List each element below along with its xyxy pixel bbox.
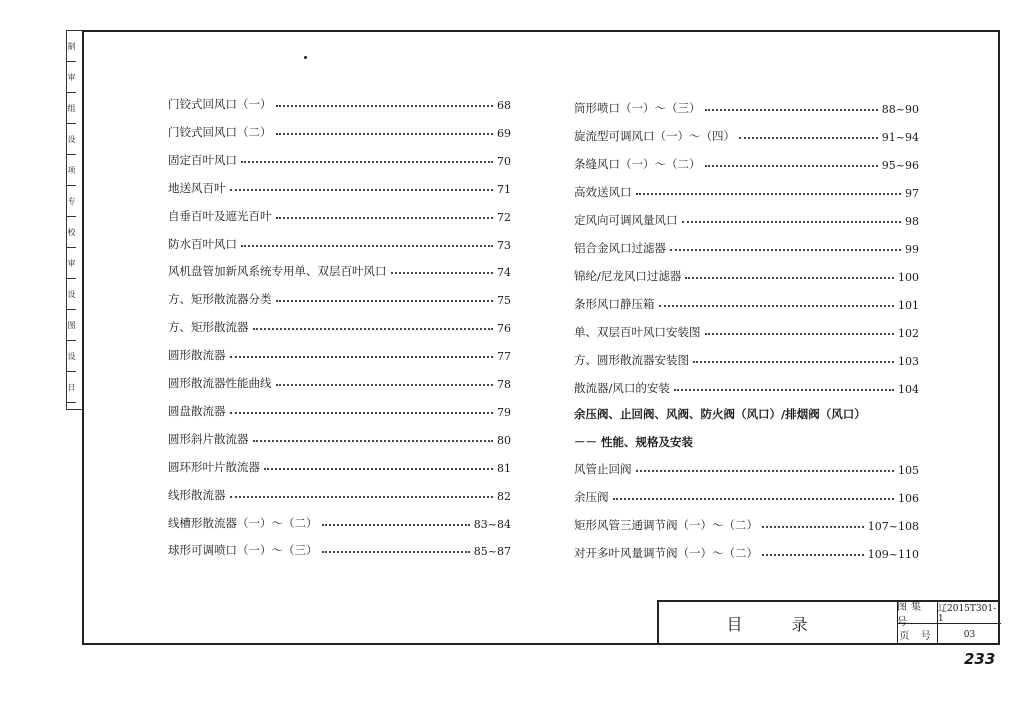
toc-entry-page: 98 [905, 215, 919, 228]
dot-leader [276, 217, 494, 219]
toc-entry-page: 107~108 [867, 520, 919, 533]
toc-entry [574, 238, 919, 256]
toc-entry [168, 261, 511, 279]
toc-entry-page: 71 [497, 182, 511, 196]
dot-leader [636, 470, 895, 472]
toc-entry-page: 83~84 [473, 517, 511, 531]
dot-leader [682, 221, 902, 223]
dot-leader [613, 498, 895, 500]
toc-entry-title: 方、矩形散流器分类 [168, 292, 272, 307]
dot-leader [685, 277, 894, 279]
toc-entry-page: 99 [905, 243, 919, 256]
toc-entry [574, 543, 919, 561]
dot-leader [276, 384, 494, 386]
toc-entry-title: 圆盘散流器 [168, 403, 226, 418]
toc-entry [168, 289, 511, 307]
toc-entry-title: 单、双层百叶风口安装图 [574, 325, 701, 339]
toc-entry [574, 266, 919, 284]
toc-entry-title: 风管止回阀 [574, 462, 632, 476]
toc-entry-page: 69 [497, 126, 511, 140]
toc-entry-title: 防水百叶风口 [168, 236, 237, 251]
page-number-value: 03 [963, 629, 976, 640]
sidebar-cell: 设 [67, 341, 76, 372]
dot-leader [241, 161, 493, 163]
toc-entry-page: 85~87 [473, 545, 511, 559]
toc-entry [574, 154, 919, 172]
dot-leader [276, 133, 494, 135]
toc-entry-title: 对开多叶风量调节阀（一）～（二） [574, 546, 758, 560]
toc-entry [574, 182, 919, 200]
toc-entry-page: 72 [497, 210, 511, 224]
toc-entry [168, 178, 511, 196]
title-block-title: 目 录 [659, 602, 898, 645]
toc-entry-page: 70 [497, 154, 511, 168]
toc-entry-page: 103 [898, 355, 919, 368]
dot-leader [253, 440, 494, 442]
dot-leader [693, 361, 894, 363]
sidebar-cell: 项 [67, 155, 76, 186]
dot-leader [322, 524, 470, 526]
toc-entry [574, 294, 919, 312]
dot-leader [276, 105, 494, 107]
toc-entry [168, 513, 511, 531]
dot-leader [264, 468, 493, 470]
toc-entry [168, 457, 511, 475]
toc-entry-title: 圆形散流器性能曲线 [168, 376, 272, 390]
toc-entry-page: 100 [898, 271, 919, 284]
toc-entry-title: 余压阀 [574, 490, 609, 504]
toc-entry-page: 82 [497, 489, 511, 503]
dot-leader [230, 189, 494, 191]
toc-entry-page: 75 [497, 294, 511, 308]
toc-entry-title: 圆形斜片散流器 [168, 431, 249, 446]
section-subheading: －－ 性能、规格及安装 [574, 435, 694, 449]
toc-entry [168, 94, 511, 112]
dot-leader [705, 109, 878, 111]
dot-leader [253, 328, 494, 330]
sidebar-cell: 制 [67, 31, 76, 62]
toc-entry-page: 80 [497, 433, 511, 447]
toc-entry [574, 98, 919, 116]
toc-entry-page: 97 [905, 187, 919, 200]
sidebar-cell: 日 [67, 372, 76, 403]
toc-entry-page: 74 [497, 266, 511, 280]
toc-entry-title: 圆形散流器 [168, 348, 226, 363]
toc-entry-title: 线槽形散流器（一）～（二） [168, 515, 318, 530]
toc-entry [168, 234, 511, 252]
toc-entry-title: 方、矩形散流器 [168, 320, 249, 335]
toc-entry-page: 106 [898, 492, 919, 505]
toc-entry-page: 95~96 [881, 159, 919, 172]
toc-entry-title: 地送风百叶 [168, 180, 226, 195]
dot-leader [230, 412, 494, 414]
dot-leader [391, 272, 494, 274]
sidebar-cell: 审 [67, 248, 76, 279]
toc-entry [168, 122, 511, 140]
toc-entry-page: 68 [497, 99, 511, 112]
toc-entry [574, 350, 919, 368]
dot-leader [241, 245, 493, 247]
toc-entry-page: 104 [898, 383, 919, 396]
sidebar-cell: 设 [67, 124, 76, 155]
toc-entry-page: 91~94 [881, 131, 919, 144]
toc-entry-page: 79 [497, 405, 511, 419]
toc-entry-title: 筒形喷口（一）～（三） [574, 101, 701, 115]
toc-entry [168, 429, 511, 447]
toc-entry-title: 球形可调喷口（一）～（三） [168, 543, 318, 558]
toc-entry-page: 88~90 [881, 103, 919, 116]
toc-entry-title: 定风向可调风量风口 [574, 213, 678, 227]
toc-entry [574, 210, 919, 228]
toc-entry-title: 锦纶/尼龙风口过滤器 [574, 269, 682, 283]
toc-entry-title: 条缝风口（一）～（二） [574, 157, 701, 171]
atlas-number-value: 辽2015T301-1 [938, 604, 997, 624]
toc-entry [574, 515, 919, 533]
dot-leader [705, 333, 895, 335]
dot-leader [636, 193, 902, 195]
dot-leader [276, 300, 494, 302]
toc-entry [168, 373, 511, 391]
toc-entry-page: 102 [898, 327, 919, 340]
toc-entry-title: 矩形风管三通调节阀（一）～（二） [574, 518, 758, 532]
sidebar-cell: 组 [67, 93, 76, 124]
toc-entry [574, 322, 919, 340]
approval-sidebar [66, 30, 83, 410]
toc-entry [574, 378, 919, 396]
sidebar-cell: 校 [67, 217, 76, 248]
toc-entry-title: 固定百叶风口 [168, 152, 237, 167]
toc-entry-page: 109~110 [867, 548, 919, 561]
sidebar-cell: 专 [67, 186, 76, 217]
toc-entry [168, 345, 511, 363]
toc-entry [574, 487, 919, 505]
toc-entry-title: 铝合金风口过滤器 [574, 241, 666, 255]
toc-entry-page: 76 [497, 322, 511, 336]
atlas-number-label: 图集号 [897, 602, 938, 623]
toc-entry-title: 门铰式回风口（二） [168, 124, 272, 139]
toc-entry-page: 105 [898, 464, 919, 477]
toc-entry [168, 150, 511, 168]
toc-entry-title: 旋流型可调风口（一）～（四） [574, 129, 735, 143]
sheet-page-number: 233 [964, 650, 996, 668]
toc-entry-title: 散流器/风口的安装 [574, 381, 670, 395]
toc-entry [168, 540, 511, 558]
sidebar-cell: 图 [67, 310, 76, 341]
toc-entry [574, 459, 919, 477]
toc-entry-page: 73 [497, 238, 511, 252]
dot-leader [659, 305, 895, 307]
toc-entry [168, 401, 511, 419]
dot-leader [739, 137, 878, 139]
toc-entry [574, 126, 919, 144]
toc-entry-title: 高效送风口 [574, 185, 632, 199]
dot-leader [230, 496, 494, 498]
sidebar-cell: 审 [67, 62, 76, 93]
dot-leader [230, 356, 494, 358]
toc-entry-page: 81 [497, 461, 511, 475]
dot-leader [322, 551, 470, 553]
toc-entry-title: 圆环形叶片散流器 [168, 459, 260, 474]
toc-entry [168, 206, 511, 224]
toc-entry-title: 线形散流器 [168, 487, 226, 502]
title-block [657, 600, 999, 645]
toc-entry-page: 101 [898, 299, 919, 312]
dot-leader [705, 165, 878, 167]
toc-entry-title: 条形风口静压箱 [574, 297, 655, 311]
toc-entry [168, 317, 511, 335]
dot-leader [670, 249, 901, 251]
section-heading: 余压阀、止回阀、风阀、防火阀（风口）/排烟阀（风口） [574, 407, 866, 421]
toc-entry-page: 77 [497, 350, 511, 364]
page-number-label: 页 号 [897, 624, 938, 645]
toc-entry-title: 方、圆形散流器安装图 [574, 353, 689, 367]
toc-entry-title: 风机盘管加新风系统专用单、双层百叶风口 [168, 264, 387, 279]
toc-entry [168, 485, 511, 503]
toc-entry-title: 门铰式回风口（一） [168, 97, 272, 111]
toc-entry-title: 自垂百叶及遮光百叶 [168, 208, 272, 223]
sidebar-cell: 设 [67, 279, 76, 310]
dot-leader [762, 526, 864, 528]
toc-entry-page: 78 [497, 378, 511, 391]
ink-dot [304, 56, 307, 59]
dot-leader [674, 389, 894, 391]
dot-leader [762, 554, 864, 556]
